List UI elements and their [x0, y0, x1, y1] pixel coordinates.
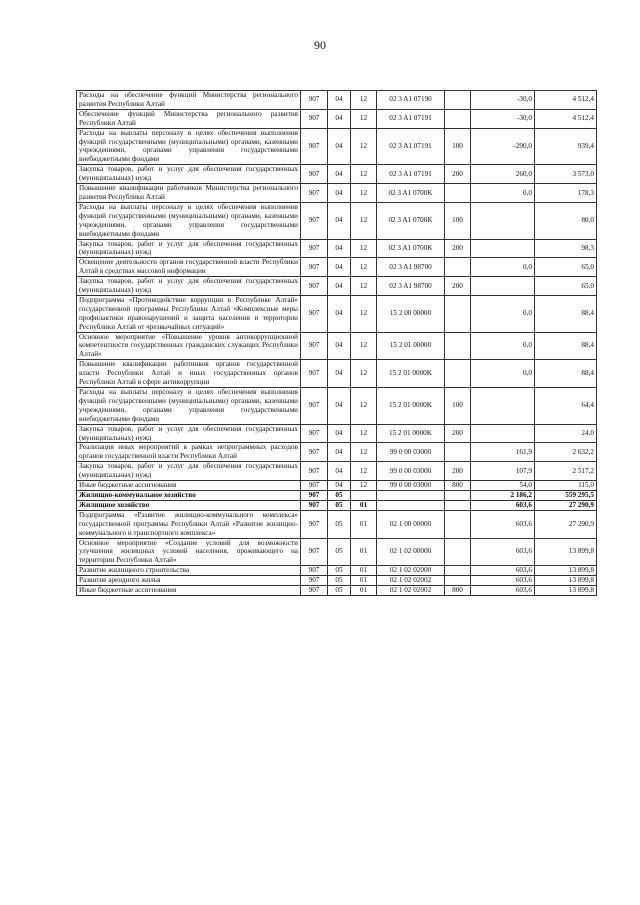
subsection-code-cell: 01 — [351, 576, 377, 586]
expense-type-cell: 200 — [445, 424, 471, 443]
target-article-cell — [377, 490, 445, 500]
subsection-code-cell: 01 — [351, 586, 377, 596]
expense-type-cell — [445, 443, 471, 462]
change-amount-cell: -290,0 — [471, 128, 535, 165]
table-row — [77, 258, 597, 277]
table-row — [77, 109, 597, 128]
change-amount-cell: 2 186,2 — [471, 490, 535, 500]
total-amount-cell: 24,0 — [535, 424, 597, 443]
expense-name-cell: Закупка товаров, работ и услуг для обеспечения государственных (муниципальных) нужд — [77, 424, 301, 443]
ministry-code-cell: 907 — [301, 481, 328, 491]
total-amount-cell: 27 290,9 — [535, 500, 597, 510]
table-row — [77, 388, 597, 425]
ministry-code-cell: 907 — [301, 295, 328, 332]
table-row — [77, 424, 597, 443]
total-amount-cell: 27 290,9 — [535, 510, 597, 538]
total-amount-cell: 4 512,4 — [535, 91, 597, 110]
table-row — [77, 510, 597, 538]
target-article-cell: 02 3 A1 98700 — [377, 258, 445, 277]
section-code-cell: 04 — [328, 295, 351, 332]
total-amount-cell: 2 632,2 — [535, 443, 597, 462]
table-row — [77, 184, 597, 203]
section-code-cell: 05 — [328, 490, 351, 500]
change-amount-cell: 603,6 — [471, 500, 535, 510]
section-code-cell: 04 — [328, 332, 351, 360]
ministry-code-cell: 907 — [301, 184, 328, 203]
section-code-cell: 04 — [328, 443, 351, 462]
expense-type-cell — [445, 576, 471, 586]
section-code-cell: 04 — [328, 109, 351, 128]
expense-name-cell: Повышение квалификации работников органов государственной власти Республики Алтай и иных государственных органов Республики Алтай в сфере антикоррупции — [77, 360, 301, 388]
expense-type-cell — [445, 258, 471, 277]
expense-name-cell: Иные бюджетные ассигнования — [77, 586, 301, 596]
section-code-cell: 04 — [328, 184, 351, 203]
change-amount-cell: 260,0 — [471, 165, 535, 184]
section-code-cell: 05 — [328, 576, 351, 586]
table-row — [77, 165, 597, 184]
expense-name-cell: Расходы на обеспечение функций Министерства регионального развития Республики Алтай — [77, 91, 301, 110]
ministry-code-cell: 907 — [301, 510, 328, 538]
subsection-code-cell: 12 — [351, 109, 377, 128]
section-code-cell: 04 — [328, 202, 351, 239]
total-amount-cell: 13 899,8 — [535, 576, 597, 586]
ministry-code-cell: 907 — [301, 388, 328, 425]
change-amount-cell: 0,0 — [471, 295, 535, 332]
section-code-cell: 04 — [328, 128, 351, 165]
change-amount-cell: 603,6 — [471, 576, 535, 586]
section-code-cell: 05 — [328, 500, 351, 510]
expense-name-cell: Иные бюджетные ассигнования — [77, 481, 301, 491]
table-row — [77, 443, 597, 462]
target-article-cell: 02 1 02 02002 — [377, 576, 445, 586]
expense-name-cell: Развитие арендного жилья — [77, 576, 301, 586]
target-article-cell: 02 3 A1 0700K — [377, 184, 445, 203]
change-amount-cell: 54,0 — [471, 481, 535, 491]
subsection-code-cell: 12 — [351, 388, 377, 425]
subsection-code-cell: 12 — [351, 462, 377, 481]
total-amount-cell: 559 295,5 — [535, 490, 597, 500]
total-amount-cell: 98,3 — [535, 239, 597, 258]
table-row — [77, 462, 597, 481]
expense-name-cell: Подпрограмма «Развитие жилищно-коммунального комплекса» государственной программы Республики Алтай «Развитие жилищно-коммунального и транспортного комплекса» — [77, 510, 301, 538]
subsection-code-cell: 12 — [351, 443, 377, 462]
total-amount-cell: 88,4 — [535, 295, 597, 332]
table-row — [77, 360, 597, 388]
section-code-cell: 05 — [328, 566, 351, 576]
expense-name-cell: Реализация иных мероприятий в рамках непрограммных расходов органов государственной власти Республики Алтай — [77, 443, 301, 462]
target-article-cell: 02 3 A1 0700K — [377, 202, 445, 239]
expense-type-cell — [445, 109, 471, 128]
table-row — [77, 566, 597, 576]
table-row — [77, 128, 597, 165]
ministry-code-cell: 907 — [301, 576, 328, 586]
ministry-code-cell: 907 — [301, 165, 328, 184]
expense-name-cell: Основное мероприятие «Повышение уровня антикоррупционной компетентности государственных гражданских служащих Республики Алтай» — [77, 332, 301, 360]
expense-type-cell: 800 — [445, 586, 471, 596]
page-number: 90 — [314, 38, 326, 52]
target-article-cell: 15 2 01 0000K — [377, 424, 445, 443]
change-amount-cell — [471, 277, 535, 296]
target-article-cell: 02 3 A1 07190 — [377, 91, 445, 110]
expense-type-cell — [445, 295, 471, 332]
total-amount-cell: 13 899,8 — [535, 586, 597, 596]
total-amount-cell: 939,4 — [535, 128, 597, 165]
section-code-cell: 04 — [328, 462, 351, 481]
section-code-cell: 05 — [328, 510, 351, 538]
change-amount-cell: 0,0 — [471, 360, 535, 388]
change-amount-cell: -30,0 — [471, 91, 535, 110]
expense-type-cell: 200 — [445, 462, 471, 481]
table-row — [77, 239, 597, 258]
subsection-code-cell: 12 — [351, 332, 377, 360]
expense-type-cell: 200 — [445, 239, 471, 258]
ministry-code-cell: 907 — [301, 277, 328, 296]
subsection-code-cell: 12 — [351, 258, 377, 277]
expense-name-cell: Освещение деятельности органов государственной власти Республики Алтай в средствах массовой информации — [77, 258, 301, 277]
subsection-code-cell: 01 — [351, 566, 377, 576]
ministry-code-cell: 907 — [301, 462, 328, 481]
section-code-cell: 04 — [328, 481, 351, 491]
subsection-code-cell: 12 — [351, 239, 377, 258]
subsection-code-cell: 01 — [351, 500, 377, 510]
expense-type-cell — [445, 510, 471, 538]
change-amount-cell: 603,6 — [471, 510, 535, 538]
ministry-code-cell: 907 — [301, 202, 328, 239]
change-amount-cell: 161,9 — [471, 443, 535, 462]
total-amount-cell: 64,4 — [535, 388, 597, 425]
ministry-code-cell: 907 — [301, 586, 328, 596]
table-row — [77, 490, 597, 500]
total-amount-cell: 65,0 — [535, 258, 597, 277]
target-article-cell: 02 1 02 02000 — [377, 566, 445, 576]
section-code-cell: 05 — [328, 586, 351, 596]
change-amount-cell: 603,6 — [471, 538, 535, 566]
expense-type-cell — [445, 490, 471, 500]
expense-type-cell — [445, 566, 471, 576]
target-article-cell: 15 2 01 0000K — [377, 388, 445, 425]
section-code-cell: 04 — [328, 258, 351, 277]
target-article-cell: 02 3 A1 07191 — [377, 109, 445, 128]
table-row — [77, 481, 597, 491]
ministry-code-cell: 907 — [301, 258, 328, 277]
subsection-code-cell: 12 — [351, 360, 377, 388]
ministry-code-cell: 907 — [301, 360, 328, 388]
table-row — [77, 576, 597, 586]
subsection-code-cell: 12 — [351, 424, 377, 443]
expense-name-cell: Повышение квалификации работников Министерства регионального развития Республики Алтай — [77, 184, 301, 203]
ministry-code-cell: 907 — [301, 566, 328, 576]
expense-name-cell: Обеспечение функций Министерства регионального развития Республики Алтай — [77, 109, 301, 128]
expense-name-cell: Расходы на выплаты персоналу в целях обеспечения выполнения функций государственными (муниципальными) органами, казенными учреждениями, органами управления государственными внебюджетными фондами — [77, 128, 301, 165]
expense-name-cell: Жилищное хозяйство — [77, 500, 301, 510]
target-article-cell: 15 2 00 00000 — [377, 295, 445, 332]
table-row — [77, 295, 597, 332]
table-row — [77, 500, 597, 510]
subsection-code-cell: 12 — [351, 165, 377, 184]
target-article-cell: 02 3 A1 07191 — [377, 165, 445, 184]
section-code-cell: 05 — [328, 538, 351, 566]
expense-name-cell: Основное мероприятие «Создание условий для возможности улучшения жилищных условий населения, проживающего на территории Республики Алтай» — [77, 538, 301, 566]
target-article-cell: 02 1 02 02002 — [377, 586, 445, 596]
expense-name-cell: Закупка товаров, работ и услуг для обеспечения государственных (муниципальных) нужд — [77, 165, 301, 184]
ministry-code-cell: 907 — [301, 109, 328, 128]
total-amount-cell: 178,3 — [535, 184, 597, 203]
ministry-code-cell: 907 — [301, 239, 328, 258]
expense-name-cell: Закупка товаров, работ и услуг для обеспечения государственных (муниципальных) нужд — [77, 462, 301, 481]
change-amount-cell — [471, 388, 535, 425]
target-article-cell: 15 2 01 00000 — [377, 332, 445, 360]
expense-type-cell: 100 — [445, 202, 471, 239]
ministry-code-cell: 907 — [301, 332, 328, 360]
ministry-code-cell: 907 — [301, 424, 328, 443]
table-row — [77, 538, 597, 566]
expense-type-cell: 100 — [445, 128, 471, 165]
expense-type-cell — [445, 332, 471, 360]
target-article-cell — [377, 500, 445, 510]
table-row — [77, 202, 597, 239]
expense-name-cell: Закупка товаров, работ и услуг для обеспечения государственных (муниципальных) нужд — [77, 239, 301, 258]
change-amount-cell: 0,0 — [471, 332, 535, 360]
target-article-cell: 15 2 01 0000K — [377, 360, 445, 388]
expense-type-cell — [445, 360, 471, 388]
target-article-cell: 99 0 00 03000 — [377, 462, 445, 481]
table-row — [77, 91, 597, 110]
change-amount-cell: 107,9 — [471, 462, 535, 481]
expense-name-cell: Развитие жилищного строительства — [77, 566, 301, 576]
change-amount-cell: -30,0 — [471, 109, 535, 128]
subsection-code-cell: 12 — [351, 277, 377, 296]
change-amount-cell — [471, 239, 535, 258]
target-article-cell: 02 1 00 00000 — [377, 510, 445, 538]
expense-type-cell: 100 — [445, 388, 471, 425]
subsection-code-cell: 12 — [351, 91, 377, 110]
ministry-code-cell: 907 — [301, 128, 328, 165]
table-row — [77, 586, 597, 596]
target-article-cell: 02 3 A1 0700K — [377, 239, 445, 258]
subsection-code-cell: 12 — [351, 184, 377, 203]
expense-name-cell: Расходы на выплаты персоналу в целях обеспечения выполнения функций государственными (муниципальными) органами, казенными учреждениями, органами управления государственными внебюджетными фондами — [77, 202, 301, 239]
ministry-code-cell: 907 — [301, 443, 328, 462]
expense-type-cell: 200 — [445, 277, 471, 296]
budget-table — [76, 90, 597, 596]
section-code-cell: 04 — [328, 360, 351, 388]
section-code-cell: 04 — [328, 239, 351, 258]
ministry-code-cell: 907 — [301, 91, 328, 110]
subsection-code-cell: 01 — [351, 510, 377, 538]
section-code-cell: 04 — [328, 91, 351, 110]
total-amount-cell: 3 573,0 — [535, 165, 597, 184]
change-amount-cell: 0,0 — [471, 258, 535, 277]
total-amount-cell: 80,0 — [535, 202, 597, 239]
ministry-code-cell: 907 — [301, 538, 328, 566]
section-code-cell: 04 — [328, 388, 351, 425]
total-amount-cell: 88,4 — [535, 332, 597, 360]
total-amount-cell: 4 512,4 — [535, 109, 597, 128]
expense-type-cell — [445, 538, 471, 566]
budget-table-body — [77, 91, 597, 596]
subsection-code-cell: 12 — [351, 202, 377, 239]
expense-name-cell: Закупка товаров, работ и услуг для обеспечения государственных (муниципальных) нужд — [77, 277, 301, 296]
total-amount-cell: 88,4 — [535, 360, 597, 388]
change-amount-cell: 0,0 — [471, 184, 535, 203]
expense-type-cell: 200 — [445, 165, 471, 184]
section-code-cell: 04 — [328, 424, 351, 443]
total-amount-cell: 13 899,8 — [535, 538, 597, 566]
subsection-code-cell: 12 — [351, 295, 377, 332]
expense-name-cell: Подпрограмма «Противодействие коррупции в Республике Алтай» государственной программы Республики Алтай «Комплексные меры профилактики правонарушений и защита населения и территории Республики Алтай от чрезвычайных ситуаций» — [77, 295, 301, 332]
expense-type-cell — [445, 500, 471, 510]
change-amount-cell: 603,6 — [471, 566, 535, 576]
change-amount-cell: 603,6 — [471, 586, 535, 596]
subsection-code-cell: 12 — [351, 128, 377, 165]
target-article-cell: 99 0 00 03000 — [377, 481, 445, 491]
section-code-cell: 04 — [328, 277, 351, 296]
target-article-cell: 02 1 02 00000 — [377, 538, 445, 566]
expense-type-cell: 800 — [445, 481, 471, 491]
table-row — [77, 332, 597, 360]
total-amount-cell: 65,0 — [535, 277, 597, 296]
ministry-code-cell: 907 — [301, 490, 328, 500]
change-amount-cell — [471, 424, 535, 443]
total-amount-cell: 115,0 — [535, 481, 597, 491]
target-article-cell: 02 3 A1 07191 — [377, 128, 445, 165]
ministry-code-cell: 907 — [301, 500, 328, 510]
subsection-code-cell: 01 — [351, 538, 377, 566]
expense-name-cell: Расходы на выплаты персоналу в целях обеспечения выполнения функций государственными (муниципальными) органами, казенными учреждениями, органами управления государственными внебюджетными фондами — [77, 388, 301, 425]
expense-name-cell: Жилищно-коммунальное хозяйство — [77, 490, 301, 500]
section-code-cell: 04 — [328, 165, 351, 184]
subsection-code-cell: 12 — [351, 481, 377, 491]
total-amount-cell: 2 517,2 — [535, 462, 597, 481]
subsection-code-cell — [351, 490, 377, 500]
target-article-cell: 99 0 00 03000 — [377, 443, 445, 462]
table-row — [77, 277, 597, 296]
change-amount-cell — [471, 202, 535, 239]
total-amount-cell: 13 899,8 — [535, 566, 597, 576]
expense-type-cell — [445, 91, 471, 110]
expense-type-cell — [445, 184, 471, 203]
target-article-cell: 02 3 A1 98700 — [377, 277, 445, 296]
